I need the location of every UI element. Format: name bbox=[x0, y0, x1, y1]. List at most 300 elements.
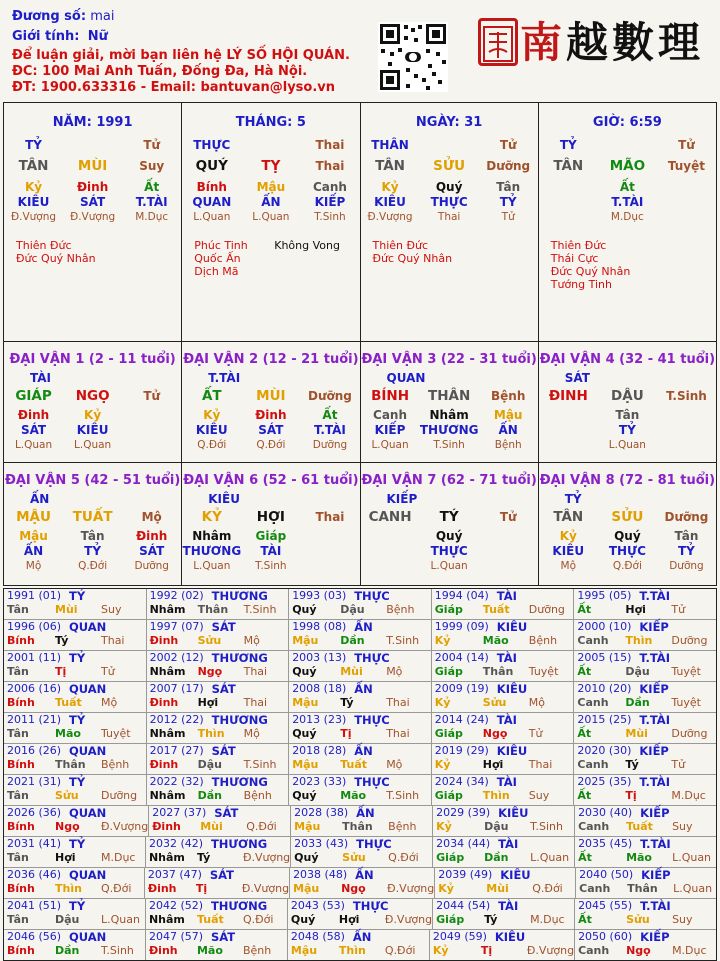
annual-line-1 bbox=[435, 620, 574, 634]
annual-cell bbox=[289, 620, 432, 650]
annual-branch: Thân bbox=[197, 603, 229, 616]
dai-van-row-1 bbox=[4, 341, 716, 462]
annual-line-2 bbox=[150, 634, 289, 648]
annual-cell bbox=[147, 744, 290, 774]
star-item: Không Vong bbox=[274, 239, 340, 252]
annual-cell bbox=[291, 837, 433, 867]
annual-branch: Tý bbox=[625, 758, 639, 771]
annual-phase: Đ.Vượng bbox=[384, 913, 433, 926]
annual-god: T.TÀI bbox=[639, 651, 670, 665]
annual-cell bbox=[4, 713, 147, 743]
annual-branch: Tị bbox=[55, 665, 67, 678]
annual-year: 2009 (19) bbox=[434, 682, 489, 695]
annual-line-2 bbox=[577, 696, 716, 710]
pillar-hidden-stem-3 bbox=[657, 180, 715, 195]
pillar-hidden-stem-3: Ất bbox=[144, 180, 160, 194]
annual-line-2 bbox=[150, 789, 289, 803]
annual-year: 2022 (32) bbox=[149, 775, 204, 788]
annual-phase: T.Sinh bbox=[386, 789, 420, 802]
annual-line-1 bbox=[435, 682, 574, 696]
annual-line-2 bbox=[150, 603, 289, 617]
annual-year: 1991 (01) bbox=[7, 589, 62, 602]
dai-van-phase-2: Q.Đới bbox=[78, 560, 108, 572]
annual-cell bbox=[4, 868, 145, 898]
annual-line-2 bbox=[577, 665, 716, 679]
annual-line-2 bbox=[7, 758, 146, 772]
annual-year: 2025 (35) bbox=[577, 775, 632, 788]
dai-van-hidden-1: Kỷ bbox=[203, 408, 221, 422]
annual-god: TÀI bbox=[496, 589, 517, 603]
annual-cell bbox=[433, 837, 575, 867]
annual-god: T.TÀI bbox=[640, 899, 671, 913]
pillar-phase bbox=[361, 210, 538, 225]
annual-cell bbox=[433, 899, 575, 929]
annual-line-1 bbox=[435, 744, 574, 758]
annual-line-2 bbox=[435, 665, 574, 679]
annual-god: KIÊU bbox=[496, 682, 528, 696]
annual-god: SÁT bbox=[211, 744, 236, 758]
pillar-ten-god-2 bbox=[598, 138, 656, 153]
dai-van-stem-branch-3: Dưỡng bbox=[664, 510, 709, 524]
pillar-ten-god-2 bbox=[242, 138, 300, 153]
annual-phase: Đ.Vượng bbox=[241, 882, 290, 895]
annual-branch: Tý bbox=[55, 634, 69, 647]
pillar-hidden-stem-3: Tân bbox=[496, 180, 521, 194]
pillar-stem-branch-2: SỬU bbox=[433, 158, 466, 174]
annual-line-1 bbox=[435, 589, 574, 603]
annual-line-1 bbox=[292, 589, 431, 603]
annual-line-1 bbox=[150, 713, 289, 727]
annual-year: 2011 (21) bbox=[7, 713, 62, 726]
annual-cell bbox=[575, 806, 716, 836]
annual-line-1 bbox=[148, 868, 289, 882]
annual-god: ẤN bbox=[356, 806, 375, 820]
annual-cell bbox=[289, 589, 432, 619]
annual-cell bbox=[147, 713, 290, 743]
annual-line-1 bbox=[7, 930, 145, 944]
pillar-ten-god bbox=[361, 138, 538, 153]
annual-branch: Tuất bbox=[196, 913, 224, 926]
annual-god: TỶ bbox=[69, 775, 86, 789]
annual-phase: T.Sinh bbox=[243, 758, 277, 771]
annual-year: 2031 (41) bbox=[7, 837, 62, 850]
dai-van-hidden-god-1: THƯƠNG bbox=[182, 544, 242, 558]
annual-phase: Suy bbox=[672, 820, 693, 833]
annual-table bbox=[3, 588, 717, 961]
annual-branch: Dậu bbox=[340, 603, 365, 616]
annual-god: SÁT bbox=[209, 868, 234, 882]
annual-year: 2001 (11) bbox=[7, 651, 62, 664]
annual-line-1 bbox=[150, 620, 289, 634]
pillar-hidden-stem-1 bbox=[539, 180, 597, 195]
annual-row bbox=[4, 744, 716, 775]
annual-god: KIẾP bbox=[639, 682, 669, 696]
annual-line-2 bbox=[292, 758, 431, 772]
dai-van-hidden-god-2: SÁT bbox=[258, 423, 284, 437]
annual-phase: T.Sinh bbox=[386, 634, 420, 647]
annual-line-1 bbox=[152, 806, 290, 820]
dai-van-phase bbox=[539, 559, 716, 574]
chart-grid bbox=[3, 102, 717, 586]
dai-van-phase-3: Dưỡng bbox=[312, 439, 348, 451]
annual-stem: Kỷ bbox=[434, 696, 451, 709]
dai-van-phase-2: Q.Đới bbox=[612, 560, 642, 572]
annual-year: 2048 (58) bbox=[290, 930, 345, 943]
dai-van-god: KIẾP bbox=[386, 492, 418, 506]
annual-phase: Dưỡng bbox=[101, 789, 138, 802]
dai-van-hidden-god-1: SÁT bbox=[20, 423, 47, 437]
annual-branch: Tuất bbox=[55, 696, 82, 709]
annual-god: THƯƠNG bbox=[210, 899, 268, 913]
annual-god: THƯƠNG bbox=[211, 713, 268, 727]
dai-van-stem-branch-1: TÂN bbox=[553, 509, 584, 525]
annual-line-2 bbox=[435, 603, 574, 617]
annual-line-2 bbox=[438, 882, 575, 896]
annual-year: 2015 (25) bbox=[577, 713, 632, 726]
annual-line-2 bbox=[578, 913, 716, 927]
dai-van-phase-1: Mộ bbox=[560, 560, 577, 572]
pillar-hidden-god-3: TỶ bbox=[499, 195, 517, 209]
pillar-phase-2: L.Quan bbox=[252, 211, 290, 223]
annual-cell bbox=[4, 775, 147, 805]
pillar-hidden-stem-1: Kỷ bbox=[381, 180, 399, 194]
annual-year: 2026 (36) bbox=[7, 806, 62, 819]
annual-line-1 bbox=[436, 837, 574, 851]
annual-year: 2047 (57) bbox=[148, 930, 204, 943]
star-item: Tướng Tinh bbox=[550, 278, 613, 291]
dai-van-phase-1: Q.Đới bbox=[197, 439, 227, 451]
annual-line-2 bbox=[435, 727, 574, 741]
annual-branch: Sửu bbox=[197, 634, 222, 647]
pillar-cell bbox=[182, 103, 360, 341]
annual-god: THƯƠNG bbox=[211, 775, 268, 789]
dai-van-hidden bbox=[539, 408, 716, 423]
annual-line-1 bbox=[150, 775, 289, 789]
annual-branch: Sửu bbox=[482, 696, 507, 709]
annual-phase: Mộ bbox=[528, 696, 546, 709]
annual-phase: Mộ bbox=[386, 665, 403, 678]
dai-van-stem-branch-1: GIÁP bbox=[15, 388, 52, 404]
annual-line-2 bbox=[578, 851, 716, 865]
dai-van-stem-branch bbox=[361, 510, 538, 525]
pillar-phase bbox=[182, 210, 359, 225]
annual-line-2 bbox=[292, 727, 431, 741]
annual-year: 2043 (53) bbox=[290, 899, 345, 912]
annual-line-2 bbox=[578, 944, 716, 958]
annual-cell bbox=[147, 775, 290, 805]
dai-van-phase-1 bbox=[539, 438, 597, 453]
annual-line-1 bbox=[577, 775, 716, 789]
dai-van-hidden-god-1 bbox=[539, 423, 597, 438]
annual-year: 2045 (55) bbox=[578, 899, 633, 912]
annual-line-2 bbox=[150, 727, 289, 741]
annual-god: KIÊU bbox=[498, 806, 529, 820]
pillars-row bbox=[4, 103, 716, 341]
annual-line-1 bbox=[577, 620, 716, 634]
dai-van-hidden-god bbox=[4, 423, 181, 438]
dai-van-hidden-1: Đinh bbox=[17, 408, 50, 422]
annual-line-2 bbox=[291, 944, 429, 958]
annual-branch: Tý bbox=[484, 913, 498, 926]
dai-van-hidden bbox=[4, 408, 181, 423]
dai-van-hidden-3 bbox=[479, 529, 537, 544]
annual-god: QUAN bbox=[69, 620, 107, 634]
annual-line-1 bbox=[291, 899, 432, 913]
annual-branch: Tý bbox=[196, 851, 211, 864]
annual-god: TÀI bbox=[498, 837, 519, 851]
annual-year: 1999 (09) bbox=[434, 620, 489, 633]
annual-line-1 bbox=[149, 899, 287, 913]
dai-van-hidden-3: Mậu bbox=[493, 408, 523, 422]
pillar-stem-branch-2: MÙI bbox=[77, 158, 108, 174]
annual-phase: Đ.Vượng bbox=[101, 820, 149, 833]
annual-branch: Dần bbox=[484, 851, 509, 864]
gender-label: Giới tính: bbox=[12, 29, 80, 44]
annual-phase: Q.Đới bbox=[384, 944, 416, 957]
annual-cell bbox=[574, 620, 716, 650]
pillar-ten-god-1: THỰC bbox=[193, 138, 231, 152]
annual-cell bbox=[289, 682, 432, 712]
annual-line-2 bbox=[150, 665, 289, 679]
pillar-phase-3: M.Dục bbox=[135, 211, 169, 223]
chart-header bbox=[12, 9, 350, 96]
annual-year: 1997 (07) bbox=[149, 620, 204, 633]
annual-stem: Nhâm bbox=[149, 727, 186, 740]
dai-van-hidden bbox=[4, 529, 181, 544]
pillar-stem-branch bbox=[539, 159, 716, 174]
annual-line-1 bbox=[292, 744, 431, 758]
annual-year: 2039 (49) bbox=[438, 868, 493, 881]
dai-van-hidden-god-3: SÁT bbox=[139, 544, 165, 558]
annual-cell bbox=[432, 775, 575, 805]
annual-stem: Giáp bbox=[434, 789, 463, 802]
annual-row bbox=[4, 775, 716, 806]
annual-branch: Thân bbox=[342, 820, 373, 833]
annual-line-1 bbox=[150, 744, 289, 758]
annual-line-1 bbox=[291, 930, 429, 944]
annual-cell bbox=[574, 651, 716, 681]
annual-god: THỰC bbox=[356, 837, 392, 851]
pillar-stars bbox=[361, 239, 538, 265]
annual-line-2 bbox=[148, 882, 289, 896]
dai-van-stem-branch-2: THÂN bbox=[427, 388, 471, 404]
dai-van-god: QUAN bbox=[386, 371, 426, 385]
annual-phase: Dưỡng bbox=[671, 727, 708, 740]
stars-left bbox=[16, 239, 96, 265]
annual-phase: M.Dục bbox=[530, 913, 565, 926]
annual-year: 2019 (29) bbox=[434, 744, 489, 757]
pillar-ten-god-3: Tử bbox=[499, 138, 517, 152]
dai-van-stem-branch-2: NGỌ bbox=[75, 388, 110, 404]
dai-van-hidden-god-2: THƯƠNG bbox=[419, 423, 479, 437]
annual-year: 2034 (44) bbox=[436, 837, 491, 850]
stars-right bbox=[274, 239, 340, 278]
annual-line-2 bbox=[7, 665, 146, 679]
dai-van-cell bbox=[182, 342, 360, 462]
annual-line-1 bbox=[7, 899, 145, 913]
dai-van-title: ĐẠI VẬN 3 (22 - 31 tuổi) bbox=[361, 352, 537, 367]
annual-cell bbox=[432, 713, 575, 743]
annual-branch: Mão bbox=[196, 944, 223, 957]
annual-stem: Canh bbox=[577, 696, 609, 709]
annual-stem: Quý bbox=[292, 665, 317, 678]
annual-stem: Đinh bbox=[147, 882, 177, 895]
dai-van-hidden-god-1: KIÊU bbox=[552, 544, 585, 558]
annual-stem: Tân bbox=[7, 665, 29, 678]
dai-van-hidden-god-3: T.TÀI bbox=[313, 423, 346, 437]
annual-phase: M.Dục bbox=[671, 789, 706, 802]
annual-line-2 bbox=[293, 882, 434, 896]
annual-line-2 bbox=[435, 758, 574, 772]
annual-year: 2028 (38) bbox=[294, 806, 349, 819]
annual-cell bbox=[574, 589, 716, 619]
annual-line-2 bbox=[7, 634, 146, 648]
annual-phase: Dưỡng bbox=[671, 634, 708, 647]
annual-year: 2036 (46) bbox=[7, 868, 62, 881]
annual-branch: Mão bbox=[340, 789, 367, 802]
annual-cell bbox=[574, 682, 716, 712]
dai-van-hidden-god bbox=[182, 544, 359, 559]
pillar-stem-branch-1: TÂN bbox=[18, 158, 49, 174]
annual-phase: T.Sinh bbox=[243, 603, 277, 616]
annual-stem: Giáp bbox=[436, 913, 465, 926]
dai-van-hidden-god-2: KIÊU bbox=[76, 423, 109, 437]
annual-line-1 bbox=[150, 589, 289, 603]
qr-code[interactable] bbox=[378, 22, 448, 92]
annual-god: ẤN bbox=[354, 682, 373, 696]
annual-stem: Mậu bbox=[292, 696, 319, 709]
annual-line-1 bbox=[150, 682, 289, 696]
dai-van-hidden-3: Đinh bbox=[136, 529, 168, 543]
annual-stem: Bính bbox=[7, 758, 35, 771]
annual-branch: Hợi bbox=[338, 913, 360, 926]
pillar-cell bbox=[361, 103, 539, 341]
dai-van-stem-branch-2: SỬU bbox=[611, 509, 644, 525]
dai-van-phase-1: Mộ bbox=[25, 560, 42, 572]
annual-line-2 bbox=[292, 696, 431, 710]
dai-van-phase-1 bbox=[361, 559, 419, 574]
contact-line-3: ĐT: 1900.633316 - Email: bantuvan@lyso.vn bbox=[12, 80, 336, 95]
pillar-hidden-god-1 bbox=[539, 195, 597, 210]
annual-phase: L.Quan bbox=[530, 851, 570, 864]
annual-phase: Thai bbox=[243, 696, 268, 709]
star-item: Thiên Đức bbox=[550, 239, 607, 252]
annual-branch: Tuất bbox=[482, 603, 510, 616]
pillar-ten-god bbox=[182, 138, 359, 153]
annual-stem: Bính bbox=[7, 634, 35, 647]
annual-god: THỰC bbox=[352, 899, 389, 913]
annual-branch: Ngọ bbox=[482, 727, 508, 740]
annual-year: 1998 (08) bbox=[292, 620, 347, 633]
dai-van-hidden bbox=[182, 529, 359, 544]
annual-row bbox=[4, 837, 716, 868]
pillar-hidden-god bbox=[539, 195, 716, 210]
annual-line-2 bbox=[7, 820, 148, 834]
annual-year: 2033 (43) bbox=[294, 837, 349, 850]
dai-van-hidden bbox=[182, 408, 359, 423]
dai-van-hidden-3: Ất bbox=[322, 408, 338, 422]
dai-van-stem-branch bbox=[539, 389, 716, 404]
pillar-hidden-god bbox=[4, 195, 181, 210]
dai-van-hidden-god-3 bbox=[657, 423, 715, 438]
annual-line-1 bbox=[578, 806, 716, 820]
annual-god: QUAN bbox=[69, 806, 107, 820]
annual-phase: Q.Đới bbox=[242, 913, 274, 926]
annual-phase: Thai bbox=[528, 758, 553, 771]
annual-phase: Tử bbox=[671, 603, 686, 616]
annual-stem: Giáp bbox=[434, 665, 463, 678]
annual-phase: Tuyệt bbox=[671, 696, 701, 709]
dai-van-hidden-god-1: KIÊU bbox=[195, 423, 228, 437]
annual-line-2 bbox=[7, 696, 146, 710]
annual-branch: Tuất bbox=[340, 758, 367, 771]
annual-cell bbox=[149, 806, 291, 836]
annual-line-2 bbox=[7, 603, 146, 617]
dai-van-row-2 bbox=[4, 462, 716, 585]
pillar-phase-3: T.Sinh bbox=[314, 211, 346, 223]
annual-branch: Thìn bbox=[338, 944, 366, 957]
pillar-hidden-god-2: SÁT bbox=[80, 195, 106, 209]
annual-line-2 bbox=[578, 820, 716, 834]
annual-phase: T.Sinh bbox=[530, 820, 564, 833]
dai-van-cell bbox=[182, 463, 360, 585]
annual-year: 2044 (54) bbox=[436, 899, 491, 912]
pillar-phase-2: Thai bbox=[437, 211, 461, 223]
dai-van-hidden-god-3: TỶ bbox=[678, 544, 695, 558]
pillar-phase-1: L.Quan bbox=[193, 211, 231, 223]
pillar-stars bbox=[182, 239, 359, 278]
annual-line-2 bbox=[435, 634, 574, 648]
annual-branch: Mùi bbox=[200, 820, 223, 833]
annual-stem: Tân bbox=[7, 913, 29, 926]
annual-row bbox=[4, 713, 716, 744]
dai-van-god: ẤN bbox=[30, 492, 50, 506]
pillar-ten-god-1: TỶ bbox=[559, 138, 577, 152]
pillar-hidden-god-2: T.TÀI bbox=[611, 195, 644, 209]
dai-van-hidden-god-2: THỰC bbox=[430, 544, 468, 558]
annual-year: 2016 (26) bbox=[7, 744, 62, 757]
annual-line-2 bbox=[7, 944, 145, 958]
annual-year: 2024 (34) bbox=[434, 775, 489, 788]
annual-cell bbox=[147, 651, 290, 681]
annual-stem: Đinh bbox=[149, 758, 179, 771]
annual-god: THƯƠNG bbox=[211, 651, 268, 665]
pillar-stem-branch-2: MÃO bbox=[609, 158, 646, 174]
name-label: Đương số: bbox=[12, 9, 87, 24]
annual-cell bbox=[4, 899, 146, 929]
annual-branch: Dần bbox=[55, 944, 80, 957]
dai-van-hidden-god-1 bbox=[361, 544, 419, 559]
annual-branch: Tuất bbox=[626, 820, 653, 833]
dai-van-hidden-1: Kỷ bbox=[559, 529, 577, 543]
annual-phase: L.Quan bbox=[101, 913, 140, 926]
dai-van-phase-1: L.Quan bbox=[371, 439, 409, 451]
dai-van-phase-1: L.Quan bbox=[193, 560, 231, 572]
dai-van-stem-branch-3: Bệnh bbox=[491, 389, 526, 403]
annual-cell bbox=[4, 620, 147, 650]
annual-branch: Mùi bbox=[486, 882, 509, 895]
dai-van-god: TỶ bbox=[564, 492, 582, 506]
annual-line-2 bbox=[149, 913, 287, 927]
annual-line-2 bbox=[7, 789, 146, 803]
annual-cell bbox=[288, 930, 430, 960]
annual-line-1 bbox=[7, 713, 146, 727]
pillar-stem-branch-3: Suy bbox=[139, 159, 165, 173]
pillar-title: NĂM: 1991 bbox=[52, 115, 133, 130]
dai-van-stem-branch-2: MÙI bbox=[256, 388, 286, 404]
annual-year: 2006 (16) bbox=[7, 682, 62, 695]
dai-van-god: SÁT bbox=[564, 371, 590, 385]
